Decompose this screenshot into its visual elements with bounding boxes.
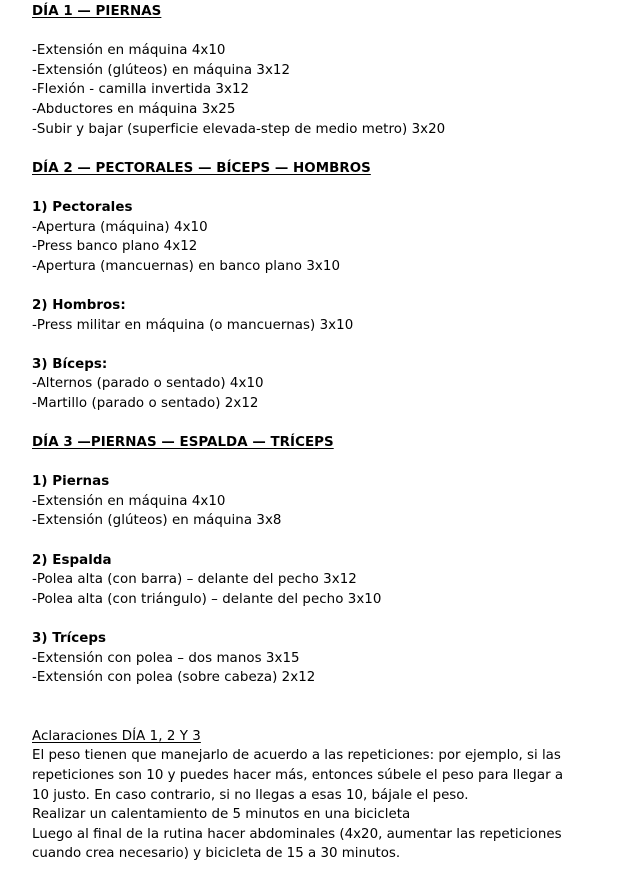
day1-item: -Subir y bajar (superficie elevada-step de medio metro) 3x20 (32, 121, 446, 137)
day3-item: -Extensión con polea (sobre cabeza) 2x12 (32, 670, 316, 686)
day2-group-title-biceps: 3) Bíceps: (32, 356, 108, 372)
day2-group-title-pectorales: 1) Pectorales (32, 199, 133, 215)
notes-line: cuando crea necesario) y bicicleta de 15 a 30 minutos. (32, 846, 401, 862)
day2-item: -Alternos (parado o sentado) 4x10 (32, 376, 264, 392)
day1-item: -Flexión - camilla invertida 3x12 (32, 82, 250, 98)
day2-item: -Martillo (parado o sentado) 2x12 (32, 395, 259, 411)
day1-item: -Abductores en máquina 3x25 (32, 101, 236, 117)
day2-item: -Apertura (mancuernas) en banco plano 3x10 (32, 258, 341, 274)
notes-line: Luego al final de la rutina hacer abdominales (4x20, aumentar las repeticiones (32, 826, 562, 842)
notes-heading: Aclaraciones DÍA 1, 2 Y 3 (32, 728, 201, 744)
day3-group-title-piernas: 1) Piernas (32, 474, 110, 490)
day3-heading: DÍA 3 —PIERNAS — ESPALDA — TRÍCEPS (32, 435, 334, 451)
notes-line: repeticiones son 10 y puedes hacer más, entonces súbele el peso para llegar a (32, 767, 564, 783)
day2-heading: DÍA 2 — PECTORALES — BÍCEPS — HOMBROS (32, 160, 371, 176)
day2-item: -Press banco plano 4x12 (32, 239, 198, 255)
day3-item: -Polea alta (con barra) – delante del pecho 3x12 (32, 572, 357, 588)
day3-group-title-espalda: 2) Espalda (32, 552, 112, 568)
day1-item: -Extensión (glúteos) en máquina 3x12 (32, 62, 291, 78)
day1-item: -Extensión en máquina 4x10 (32, 43, 226, 59)
day1-heading: DÍA 1 — PIERNAS (32, 4, 162, 19)
notes-line: El peso tienen que manejarlo de acuerdo a las repeticiones: por ejemplo, si las (32, 748, 561, 764)
notes-line: Realizar un calentamiento de 5 minutos en una bicicleta (32, 807, 411, 823)
day3-item: -Extensión en máquina 4x10 (32, 493, 226, 509)
day2-item: -Press militar en máquina (o mancuernas) 3x10 (32, 317, 354, 333)
day3-item: -Extensión (glúteos) en máquina 3x8 (32, 513, 282, 529)
document (32, 2, 628, 864)
day2-item: -Apertura (máquina) 4x10 (32, 219, 208, 235)
day3-item: -Extensión con polea – dos manos 3x15 (32, 650, 300, 666)
day3-group-title-triceps: 3) Tríceps (32, 631, 107, 646)
notes-line: 10 justo. En caso contrario, si no llegas a esas 10, bájale el peso. (32, 787, 469, 803)
day2-group-title-hombros: 2) Hombros: (32, 297, 126, 313)
day3-item: -Polea alta (con triángulo) – delante del pecho 3x10 (32, 591, 382, 607)
